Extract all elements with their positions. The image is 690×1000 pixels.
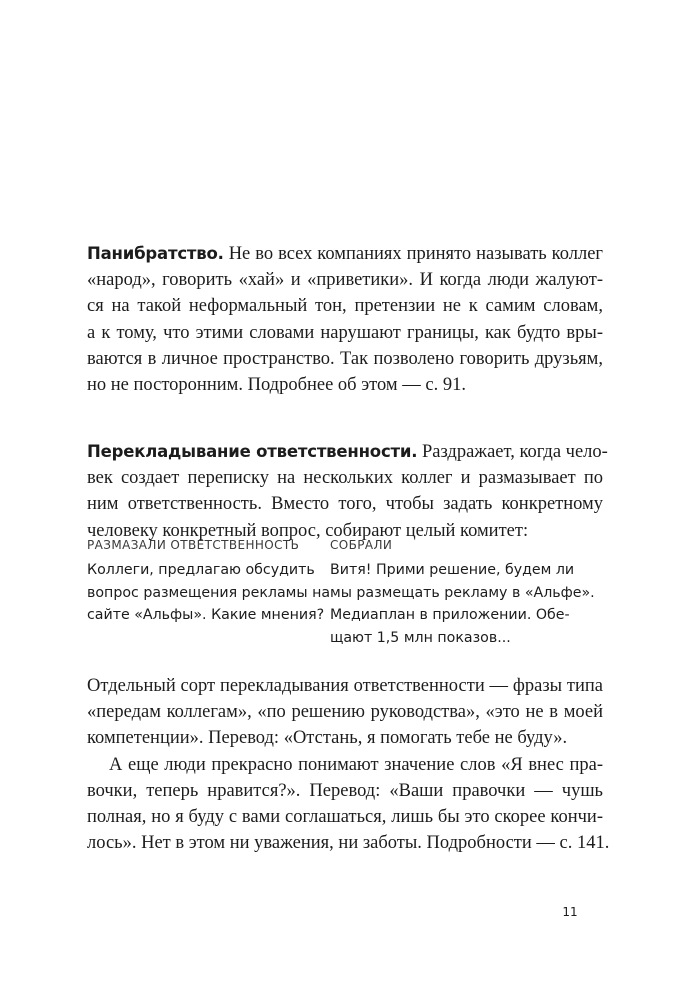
text-line: а к тому, что этими словами нарушают границы, как будто вры- bbox=[87, 322, 603, 343]
example-comparison bbox=[87, 537, 603, 657]
paragraph-lead: Панибратство. bbox=[87, 244, 224, 263]
text-line: «передам коллегам», «по решению руководства», «это не в моей bbox=[87, 702, 603, 723]
text-line: но не посторонним. Подробнее об этом — с. 91. bbox=[87, 375, 466, 396]
example-line: щают 1,5 млн показов... bbox=[330, 629, 511, 646]
text-line: ним ответственность. Вместо того, чтобы задать конкретному bbox=[87, 494, 603, 515]
example-left bbox=[87, 537, 331, 627]
text-line: лось». Нет в этом ни уважения, ни заботы. Подробности — с. 141. bbox=[87, 833, 610, 854]
example-line: Медиаплан в приложении. Обе- bbox=[330, 607, 570, 624]
text-line: А еще люди прекрасно понимают значение слов «Я внес пра- bbox=[109, 754, 603, 775]
text-line: Панибратство. Не во всех компаниях принято называть коллег bbox=[87, 244, 603, 264]
paragraph-familiarity bbox=[87, 241, 603, 398]
text-line: Перекладывание ответственности. Раздражает, когда чело- bbox=[87, 442, 608, 462]
example-right bbox=[330, 537, 610, 649]
example-line: Коллеги, предлагаю обсудить bbox=[87, 562, 315, 578]
text-line: вочки, теперь нравится?». Перевод: «Ваши правочки — чушь bbox=[87, 780, 603, 801]
text-line: ваются в личное пространство. Так позволено говорить друзьям, bbox=[87, 348, 603, 369]
text-line: полная, но я буду с вами соглашаться, лишь бы это скорее кончи- bbox=[87, 807, 603, 828]
text-line: ся на такой неформальный тон, претензии не к самим словам, bbox=[87, 296, 603, 317]
text-line: человеку конкретный вопрос, собирают целый комитет: bbox=[87, 520, 529, 541]
example-heading: СОБРАЛИ bbox=[330, 538, 393, 552]
text-line: Отдельный сорт перекладывания ответственности — фразы типа bbox=[87, 676, 603, 696]
example-line: Витя! Прими решение, будем ли bbox=[330, 562, 575, 578]
paragraph-shifting-responsibility bbox=[87, 439, 608, 544]
example-line: сайте «Альфы». Какие мнения? bbox=[87, 607, 325, 624]
text-line: компетенции». Перевод: «Отстань, я помогать тебе не буду». bbox=[87, 728, 568, 749]
example-heading: РАЗМАЗАЛИ ОТВЕТСТВЕННОСТЬ bbox=[87, 538, 300, 552]
example-line: вопрос размещения рекламы на bbox=[87, 584, 331, 601]
paragraph-lead: Перекладывание ответственности. bbox=[87, 442, 418, 461]
paragraph-phrases bbox=[87, 673, 610, 856]
text-line: век создает переписку на нескольких коллег и размазывает по bbox=[87, 468, 603, 489]
example-line: мы размещать рекламу в «Альфе». bbox=[330, 584, 595, 601]
text-line: «народ», говорить «хай» и «приветики». И когда люди жалуют- bbox=[87, 270, 603, 291]
page-number: 11 bbox=[562, 905, 578, 919]
